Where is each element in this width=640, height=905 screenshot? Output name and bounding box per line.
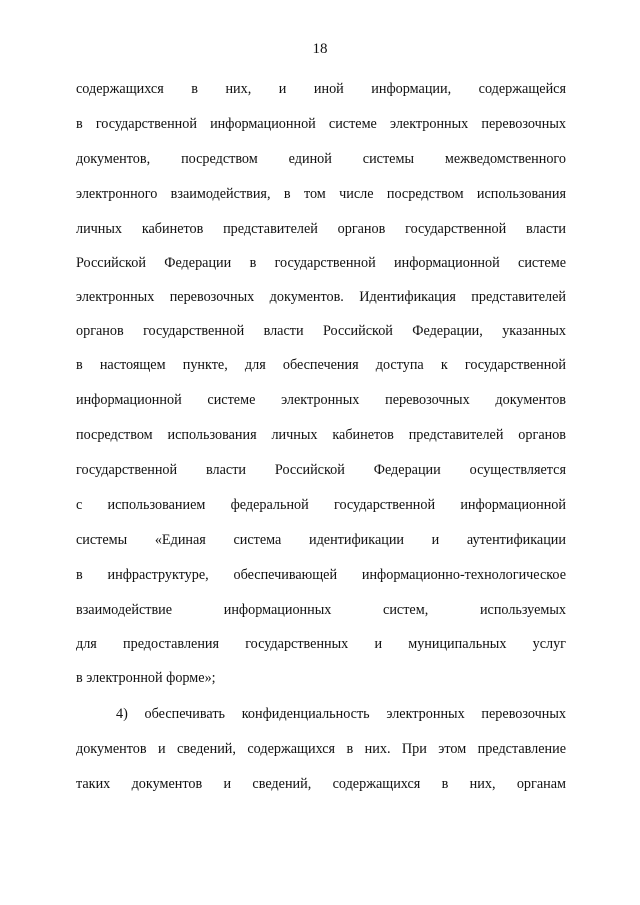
- text-line: для предоставления государственных и муниципальных услуг: [76, 636, 566, 652]
- text-line: посредством использования личных кабинетов представителей органов: [76, 427, 566, 443]
- text-line: системы «Единая система идентификации и аутентификации: [76, 532, 566, 548]
- text-line: личных кабинетов представителей органов государственной власти: [76, 221, 566, 237]
- text-line: в настоящем пункте, для обеспечения доступа к государственной: [76, 357, 566, 373]
- text-line: органов государственной власти Российской Федерации, указанных: [76, 323, 566, 339]
- page-number: 18: [312, 41, 328, 57]
- text-line: содержащихся в них, и иной информации, содержащейся: [76, 81, 566, 97]
- text-line: в электронной форме»;: [76, 670, 216, 686]
- text-line: электронного взаимодействия, в том числе посредством использования: [76, 186, 566, 202]
- text-line: в государственной информационной системе электронных перевозочных: [76, 116, 566, 132]
- text-line: документов и сведений, содержащихся в них. При этом представление: [76, 741, 566, 757]
- text-line: электронных перевозочных документов. Идентификация представителей: [76, 289, 566, 305]
- text-line: государственной власти Российской Федерации осуществляется: [76, 462, 566, 478]
- text-line: документов, посредством единой системы межведомственного: [76, 151, 566, 167]
- text-line: 4) обеспечивать конфиденциальность электронных перевозочных: [116, 706, 566, 722]
- text-line: Российской Федерации в государственной информационной системе: [76, 255, 566, 271]
- text-line: взаимодействие информационных систем, используемых: [76, 602, 566, 618]
- text-line: информационной системе электронных перевозочных документов: [76, 392, 566, 408]
- text-line: таких документов и сведений, содержащихся в них, органам: [76, 776, 566, 792]
- text-line: с использованием федеральной государственной информационной: [76, 497, 566, 513]
- text-line: в инфраструктуре, обеспечивающей информационно-технологическое: [76, 567, 566, 583]
